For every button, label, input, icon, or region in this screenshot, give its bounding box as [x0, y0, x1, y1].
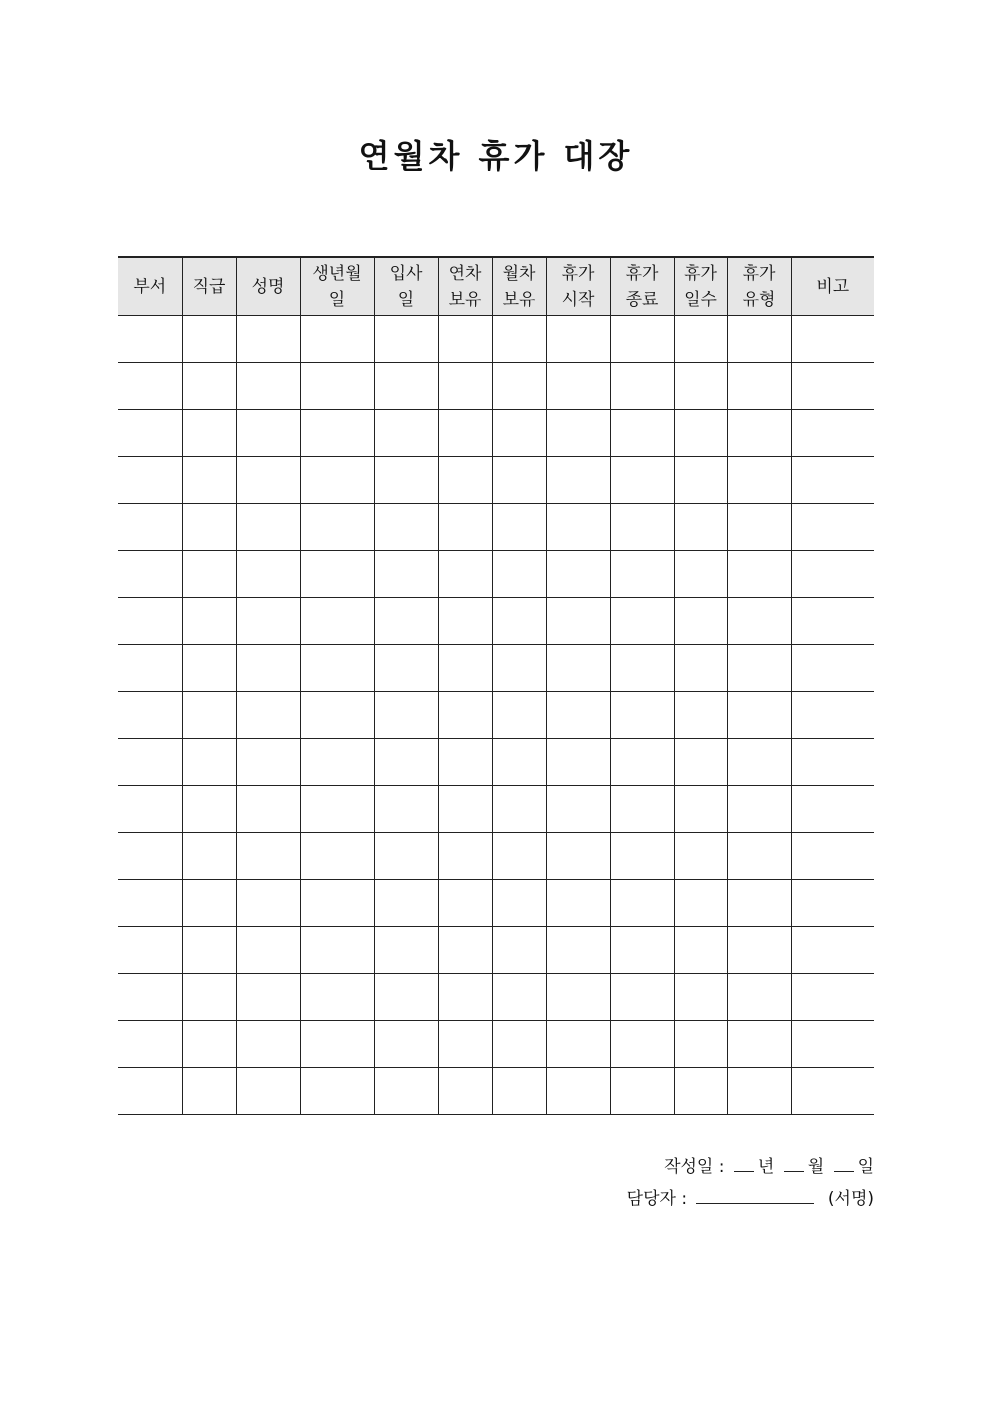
- table-cell[interactable]: [546, 692, 610, 739]
- table-cell[interactable]: [791, 692, 874, 739]
- table-cell[interactable]: [546, 598, 610, 645]
- table-cell[interactable]: [546, 504, 610, 551]
- table-cell[interactable]: [300, 1021, 374, 1068]
- table-cell[interactable]: [791, 739, 874, 786]
- table-cell[interactable]: [374, 316, 438, 363]
- table-cell[interactable]: [791, 974, 874, 1021]
- table-cell[interactable]: [182, 739, 236, 786]
- table-cell[interactable]: [182, 1021, 236, 1068]
- table-cell[interactable]: [182, 974, 236, 1021]
- table-cell[interactable]: [300, 927, 374, 974]
- header-hire-date: 입사 일: [374, 257, 438, 316]
- table-cell[interactable]: [300, 833, 374, 880]
- table-cell[interactable]: [438, 1021, 492, 1068]
- table-cell[interactable]: [610, 833, 674, 880]
- table-cell[interactable]: [674, 504, 727, 551]
- table-cell[interactable]: [727, 739, 791, 786]
- table-cell[interactable]: [727, 1021, 791, 1068]
- header-remarks: 비고: [791, 257, 874, 316]
- table-cell[interactable]: [300, 316, 374, 363]
- table-cell[interactable]: [492, 504, 546, 551]
- table-cell[interactable]: [791, 457, 874, 504]
- table-cell[interactable]: [610, 316, 674, 363]
- table-cell[interactable]: [182, 598, 236, 645]
- table-cell[interactable]: [374, 880, 438, 927]
- table-cell[interactable]: [300, 1068, 374, 1115]
- table-cell[interactable]: [374, 1068, 438, 1115]
- table-row: [118, 457, 874, 504]
- header-leave-days: 휴가 일수: [674, 257, 727, 316]
- table-cell[interactable]: [118, 880, 182, 927]
- table-row: [118, 692, 874, 739]
- table-cell[interactable]: [236, 504, 300, 551]
- table-cell[interactable]: [118, 316, 182, 363]
- table-cell[interactable]: [118, 927, 182, 974]
- table-cell[interactable]: [438, 739, 492, 786]
- table-cell[interactable]: [300, 692, 374, 739]
- table-cell[interactable]: [300, 504, 374, 551]
- table-cell[interactable]: [727, 880, 791, 927]
- table-cell[interactable]: [610, 598, 674, 645]
- table-cell[interactable]: [727, 645, 791, 692]
- table-cell[interactable]: [546, 833, 610, 880]
- table-cell[interactable]: [300, 410, 374, 457]
- table-cell[interactable]: [118, 1021, 182, 1068]
- table-cell[interactable]: [492, 1068, 546, 1115]
- table-cell[interactable]: [236, 645, 300, 692]
- table-cell[interactable]: [492, 927, 546, 974]
- table-cell[interactable]: [300, 457, 374, 504]
- table-row: [118, 551, 874, 598]
- table-cell[interactable]: [727, 786, 791, 833]
- year-blank[interactable]: [734, 1155, 754, 1172]
- day-blank[interactable]: [834, 1155, 854, 1172]
- table-cell[interactable]: [182, 645, 236, 692]
- table-cell[interactable]: [727, 692, 791, 739]
- table-cell[interactable]: [674, 551, 727, 598]
- table-cell[interactable]: [674, 739, 727, 786]
- table-cell[interactable]: [791, 880, 874, 927]
- table-cell[interactable]: [438, 974, 492, 1021]
- table-row: [118, 974, 874, 1021]
- table-cell[interactable]: [546, 880, 610, 927]
- table-cell[interactable]: [546, 739, 610, 786]
- table-cell[interactable]: [727, 833, 791, 880]
- table-cell[interactable]: [791, 363, 874, 410]
- table-cell[interactable]: [610, 457, 674, 504]
- table-cell[interactable]: [300, 363, 374, 410]
- table-cell[interactable]: [727, 974, 791, 1021]
- table-cell[interactable]: [610, 974, 674, 1021]
- table-cell[interactable]: [727, 1068, 791, 1115]
- table-cell[interactable]: [492, 316, 546, 363]
- table-cell[interactable]: [492, 645, 546, 692]
- table-cell[interactable]: [182, 880, 236, 927]
- table-cell[interactable]: [610, 410, 674, 457]
- table-cell[interactable]: [727, 363, 791, 410]
- table-cell[interactable]: [182, 786, 236, 833]
- table-cell[interactable]: [791, 1068, 874, 1115]
- table-cell[interactable]: [791, 833, 874, 880]
- table-row: [118, 1021, 874, 1068]
- table-cell[interactable]: [674, 692, 727, 739]
- table-cell[interactable]: [610, 739, 674, 786]
- table-cell[interactable]: [492, 457, 546, 504]
- table-cell[interactable]: [118, 692, 182, 739]
- table-cell[interactable]: [236, 927, 300, 974]
- table-cell[interactable]: [727, 551, 791, 598]
- date-line: [664, 1155, 874, 1179]
- table-cell[interactable]: [300, 551, 374, 598]
- table-cell[interactable]: [236, 692, 300, 739]
- table-cell[interactable]: [438, 880, 492, 927]
- header-leave-type: 휴가 유형: [727, 257, 791, 316]
- table-cell[interactable]: [182, 410, 236, 457]
- header-annual-leave-held: 연차 보유: [438, 257, 492, 316]
- table-cell[interactable]: [236, 1021, 300, 1068]
- table-cell[interactable]: [674, 786, 727, 833]
- table-row: [118, 1068, 874, 1115]
- table-cell[interactable]: [492, 974, 546, 1021]
- table-cell[interactable]: [300, 786, 374, 833]
- table-cell[interactable]: [374, 363, 438, 410]
- table-cell[interactable]: [182, 551, 236, 598]
- signature-label: (서명): [827, 1189, 874, 1209]
- table-cell[interactable]: [182, 1068, 236, 1115]
- table-cell[interactable]: [374, 598, 438, 645]
- table-cell[interactable]: [118, 974, 182, 1021]
- table-cell[interactable]: [236, 551, 300, 598]
- table-cell[interactable]: [438, 1068, 492, 1115]
- table-row: [118, 645, 874, 692]
- table-cell[interactable]: [438, 316, 492, 363]
- table-cell[interactable]: [374, 692, 438, 739]
- table-cell[interactable]: [727, 457, 791, 504]
- table-cell[interactable]: [546, 927, 610, 974]
- table-cell[interactable]: [610, 645, 674, 692]
- table-cell[interactable]: [492, 363, 546, 410]
- table-cell[interactable]: [727, 598, 791, 645]
- table-cell[interactable]: [374, 551, 438, 598]
- table-cell[interactable]: [492, 786, 546, 833]
- table-cell[interactable]: [118, 645, 182, 692]
- table-cell[interactable]: [610, 927, 674, 974]
- table-cell[interactable]: [182, 692, 236, 739]
- table-row: [118, 598, 874, 645]
- table-cell[interactable]: [492, 1021, 546, 1068]
- table-cell[interactable]: [374, 1021, 438, 1068]
- table-cell[interactable]: [727, 316, 791, 363]
- table-cell[interactable]: [791, 786, 874, 833]
- table-cell[interactable]: [182, 504, 236, 551]
- table-cell[interactable]: [374, 739, 438, 786]
- table-cell[interactable]: [492, 551, 546, 598]
- table-cell[interactable]: [546, 974, 610, 1021]
- table-cell[interactable]: [374, 457, 438, 504]
- table-cell[interactable]: [492, 692, 546, 739]
- header-position: 직급: [182, 257, 236, 316]
- table-row: [118, 786, 874, 833]
- table-row: [118, 316, 874, 363]
- table-cell[interactable]: [727, 410, 791, 457]
- table-cell[interactable]: [300, 880, 374, 927]
- table-row: [118, 833, 874, 880]
- table-cell[interactable]: [236, 1068, 300, 1115]
- table-cell[interactable]: [118, 457, 182, 504]
- table-cell[interactable]: [791, 551, 874, 598]
- table-cell[interactable]: [674, 1068, 727, 1115]
- table-cell[interactable]: [236, 880, 300, 927]
- day-label: 일: [857, 1157, 874, 1177]
- table-cell[interactable]: [674, 880, 727, 927]
- manager-line: [627, 1187, 874, 1211]
- table-cell[interactable]: [674, 457, 727, 504]
- header-leave-start: 휴가 시작: [546, 257, 610, 316]
- table-cell[interactable]: [118, 833, 182, 880]
- table-cell[interactable]: [674, 927, 727, 974]
- table-cell[interactable]: [374, 927, 438, 974]
- table-cell[interactable]: [791, 645, 874, 692]
- date-label: 작성일 :: [664, 1157, 725, 1177]
- table-cell[interactable]: [438, 692, 492, 739]
- manager-name-blank[interactable]: [696, 1187, 814, 1204]
- header-birthdate: 생년월 일: [300, 257, 374, 316]
- table-cell[interactable]: [674, 1021, 727, 1068]
- table-cell[interactable]: [546, 551, 610, 598]
- table-cell[interactable]: [791, 316, 874, 363]
- table-cell[interactable]: [674, 410, 727, 457]
- table-cell[interactable]: [236, 598, 300, 645]
- table-cell[interactable]: [546, 316, 610, 363]
- table-cell[interactable]: [118, 363, 182, 410]
- table-cell[interactable]: [674, 645, 727, 692]
- table-cell[interactable]: [674, 363, 727, 410]
- table-cell[interactable]: [182, 363, 236, 410]
- document-title: 연월차 휴가 대장: [358, 137, 634, 175]
- table-cell[interactable]: [727, 927, 791, 974]
- table-cell[interactable]: [300, 739, 374, 786]
- year-label: 년: [757, 1157, 775, 1177]
- table-cell[interactable]: [492, 833, 546, 880]
- table-row: [118, 363, 874, 410]
- table-cell[interactable]: [610, 363, 674, 410]
- table-cell[interactable]: [236, 316, 300, 363]
- table-cell[interactable]: [300, 645, 374, 692]
- table-cell[interactable]: [438, 786, 492, 833]
- table-cell[interactable]: [300, 974, 374, 1021]
- table-cell[interactable]: [546, 1021, 610, 1068]
- table-cell[interactable]: [300, 598, 374, 645]
- manager-label: 담당자 :: [626, 1189, 688, 1209]
- table-cell[interactable]: [374, 504, 438, 551]
- table-cell[interactable]: [118, 551, 182, 598]
- leave-ledger-table: [118, 256, 874, 1115]
- table-cell[interactable]: [492, 880, 546, 927]
- table-cell[interactable]: [438, 551, 492, 598]
- table-cell[interactable]: [438, 363, 492, 410]
- table-cell[interactable]: [438, 598, 492, 645]
- table-cell[interactable]: [236, 833, 300, 880]
- table-cell[interactable]: [182, 457, 236, 504]
- table-cell[interactable]: [438, 504, 492, 551]
- table-cell[interactable]: [791, 927, 874, 974]
- table-cell[interactable]: [610, 786, 674, 833]
- table-cell[interactable]: [610, 1068, 674, 1115]
- table-cell[interactable]: [546, 363, 610, 410]
- table-cell[interactable]: [118, 786, 182, 833]
- table-cell[interactable]: [546, 457, 610, 504]
- table-cell[interactable]: [236, 974, 300, 1021]
- table-cell[interactable]: [182, 833, 236, 880]
- table-cell[interactable]: [118, 504, 182, 551]
- table-row: [118, 410, 874, 457]
- table-body: [118, 316, 874, 1115]
- table-cell[interactable]: [374, 833, 438, 880]
- table-cell[interactable]: [374, 645, 438, 692]
- table-cell[interactable]: [374, 974, 438, 1021]
- table-cell[interactable]: [610, 880, 674, 927]
- table-cell[interactable]: [674, 316, 727, 363]
- table-cell[interactable]: [492, 410, 546, 457]
- table-cell[interactable]: [438, 645, 492, 692]
- table-cell[interactable]: [438, 833, 492, 880]
- table-cell[interactable]: [610, 551, 674, 598]
- table-cell[interactable]: [791, 598, 874, 645]
- header-monthly-leave-held: 월차 보유: [492, 257, 546, 316]
- table-header-row: [118, 257, 874, 316]
- table-cell[interactable]: [438, 927, 492, 974]
- table-cell[interactable]: [791, 504, 874, 551]
- month-label: 월: [807, 1157, 825, 1177]
- table-cell[interactable]: [546, 786, 610, 833]
- table-cell[interactable]: [546, 1068, 610, 1115]
- table-cell[interactable]: [118, 598, 182, 645]
- month-blank[interactable]: [784, 1155, 804, 1172]
- table-cell[interactable]: [791, 410, 874, 457]
- header-leave-end: 휴가 종료: [610, 257, 674, 316]
- table-cell[interactable]: [727, 504, 791, 551]
- header-department: 부서: [118, 257, 182, 316]
- table-row: [118, 504, 874, 551]
- table-cell[interactable]: [610, 1021, 674, 1068]
- table-cell[interactable]: [182, 927, 236, 974]
- table-cell[interactable]: [674, 974, 727, 1021]
- table-cell[interactable]: [236, 410, 300, 457]
- table-cell[interactable]: [236, 457, 300, 504]
- table-row: [118, 880, 874, 927]
- table-cell[interactable]: [236, 739, 300, 786]
- header-name: 성명: [236, 257, 300, 316]
- table-cell[interactable]: [236, 786, 300, 833]
- table-cell[interactable]: [438, 410, 492, 457]
- table-cell[interactable]: [438, 457, 492, 504]
- table-cell[interactable]: [374, 786, 438, 833]
- table-row: [118, 927, 874, 974]
- table-cell[interactable]: [610, 504, 674, 551]
- table-cell[interactable]: [546, 410, 610, 457]
- table-cell[interactable]: [610, 692, 674, 739]
- table-cell[interactable]: [791, 1021, 874, 1068]
- table-cell[interactable]: [236, 363, 300, 410]
- table-cell[interactable]: [374, 410, 438, 457]
- table-cell[interactable]: [118, 410, 182, 457]
- table-cell[interactable]: [118, 1068, 182, 1115]
- table-cell[interactable]: [118, 739, 182, 786]
- table-cell[interactable]: [492, 739, 546, 786]
- table-cell[interactable]: [546, 645, 610, 692]
- table-cell[interactable]: [182, 316, 236, 363]
- table-cell[interactable]: [674, 598, 727, 645]
- table-row: [118, 739, 874, 786]
- table-cell[interactable]: [674, 833, 727, 880]
- table-cell[interactable]: [492, 598, 546, 645]
